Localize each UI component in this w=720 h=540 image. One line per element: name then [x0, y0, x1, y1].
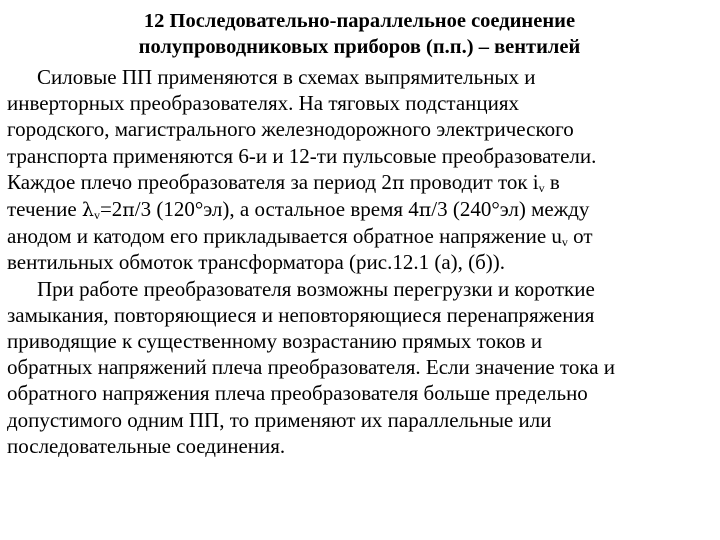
paragraph-2: [7, 276, 712, 459]
subscript-v: v: [538, 180, 545, 195]
text-line: вентильных обмоток трансформатора (рис.12.1 (а), (б)).: [7, 250, 506, 275]
text-line: допустимого одним ПП, то применяют их параллельные или: [7, 407, 552, 432]
text-line: последовательные соединения.: [7, 433, 286, 458]
subscript-v: v: [93, 208, 100, 223]
text-line: [7, 223, 712, 249]
lambda-symbol: λ: [81, 199, 94, 222]
text-line: замыкания, повторяющиеся и неповторяющиеся перенапряжения: [7, 302, 595, 327]
text-fragment: в: [544, 169, 560, 194]
text-line: транспорта применяются 6-и и 12-ти пульсовые преобразователи.: [7, 143, 597, 168]
title-line-1: 12 Последовательно-параллельное соединение: [143, 10, 576, 32]
pi-symbol: π: [418, 199, 432, 222]
text-fragment: /3 (120°эл), а остальное время 4: [134, 197, 419, 222]
pi-symbol: π: [391, 171, 405, 194]
text-fragment: от: [567, 224, 593, 249]
text-line: инверторных преобразователях. На тяговых подстанциях: [7, 91, 520, 116]
text-line: обратного напряжения плеча преобразователя больше предельно: [7, 381, 588, 406]
text-line: Силовые ПП применяются в схемах выпрямительных и: [37, 65, 536, 89]
text-line: [7, 169, 712, 196]
paragraph-1: [7, 64, 712, 276]
text-line: При работе преобразователя возможны перегрузки и короткие: [37, 276, 595, 301]
subscript-v: v: [561, 235, 568, 250]
page-title: [7, 8, 712, 60]
text-fragment: =2: [99, 197, 123, 222]
text-fragment: течение: [7, 197, 82, 222]
text-fragment: проводит ток i: [404, 169, 539, 194]
text-line: [7, 196, 712, 223]
title-line-2: полупроводниковых приборов (п.п.) – вентилей: [138, 36, 581, 58]
text-line: приводящие к существенному возрастанию прямых токов и: [7, 329, 543, 354]
text-fragment: анодом и катодом его прикладывается обратное напряжение u: [7, 224, 562, 249]
text-line: городского, магистрального железнодорожного электрического: [7, 117, 574, 142]
text-fragment: /3 (240°эл) между: [431, 197, 590, 222]
pi-symbol: π: [122, 199, 135, 222]
text-fragment: Каждое плечо преобразователя за период 2: [7, 169, 392, 194]
text-line: обратных напряжений плеча преобразователя. Если значение тока и: [7, 355, 616, 380]
